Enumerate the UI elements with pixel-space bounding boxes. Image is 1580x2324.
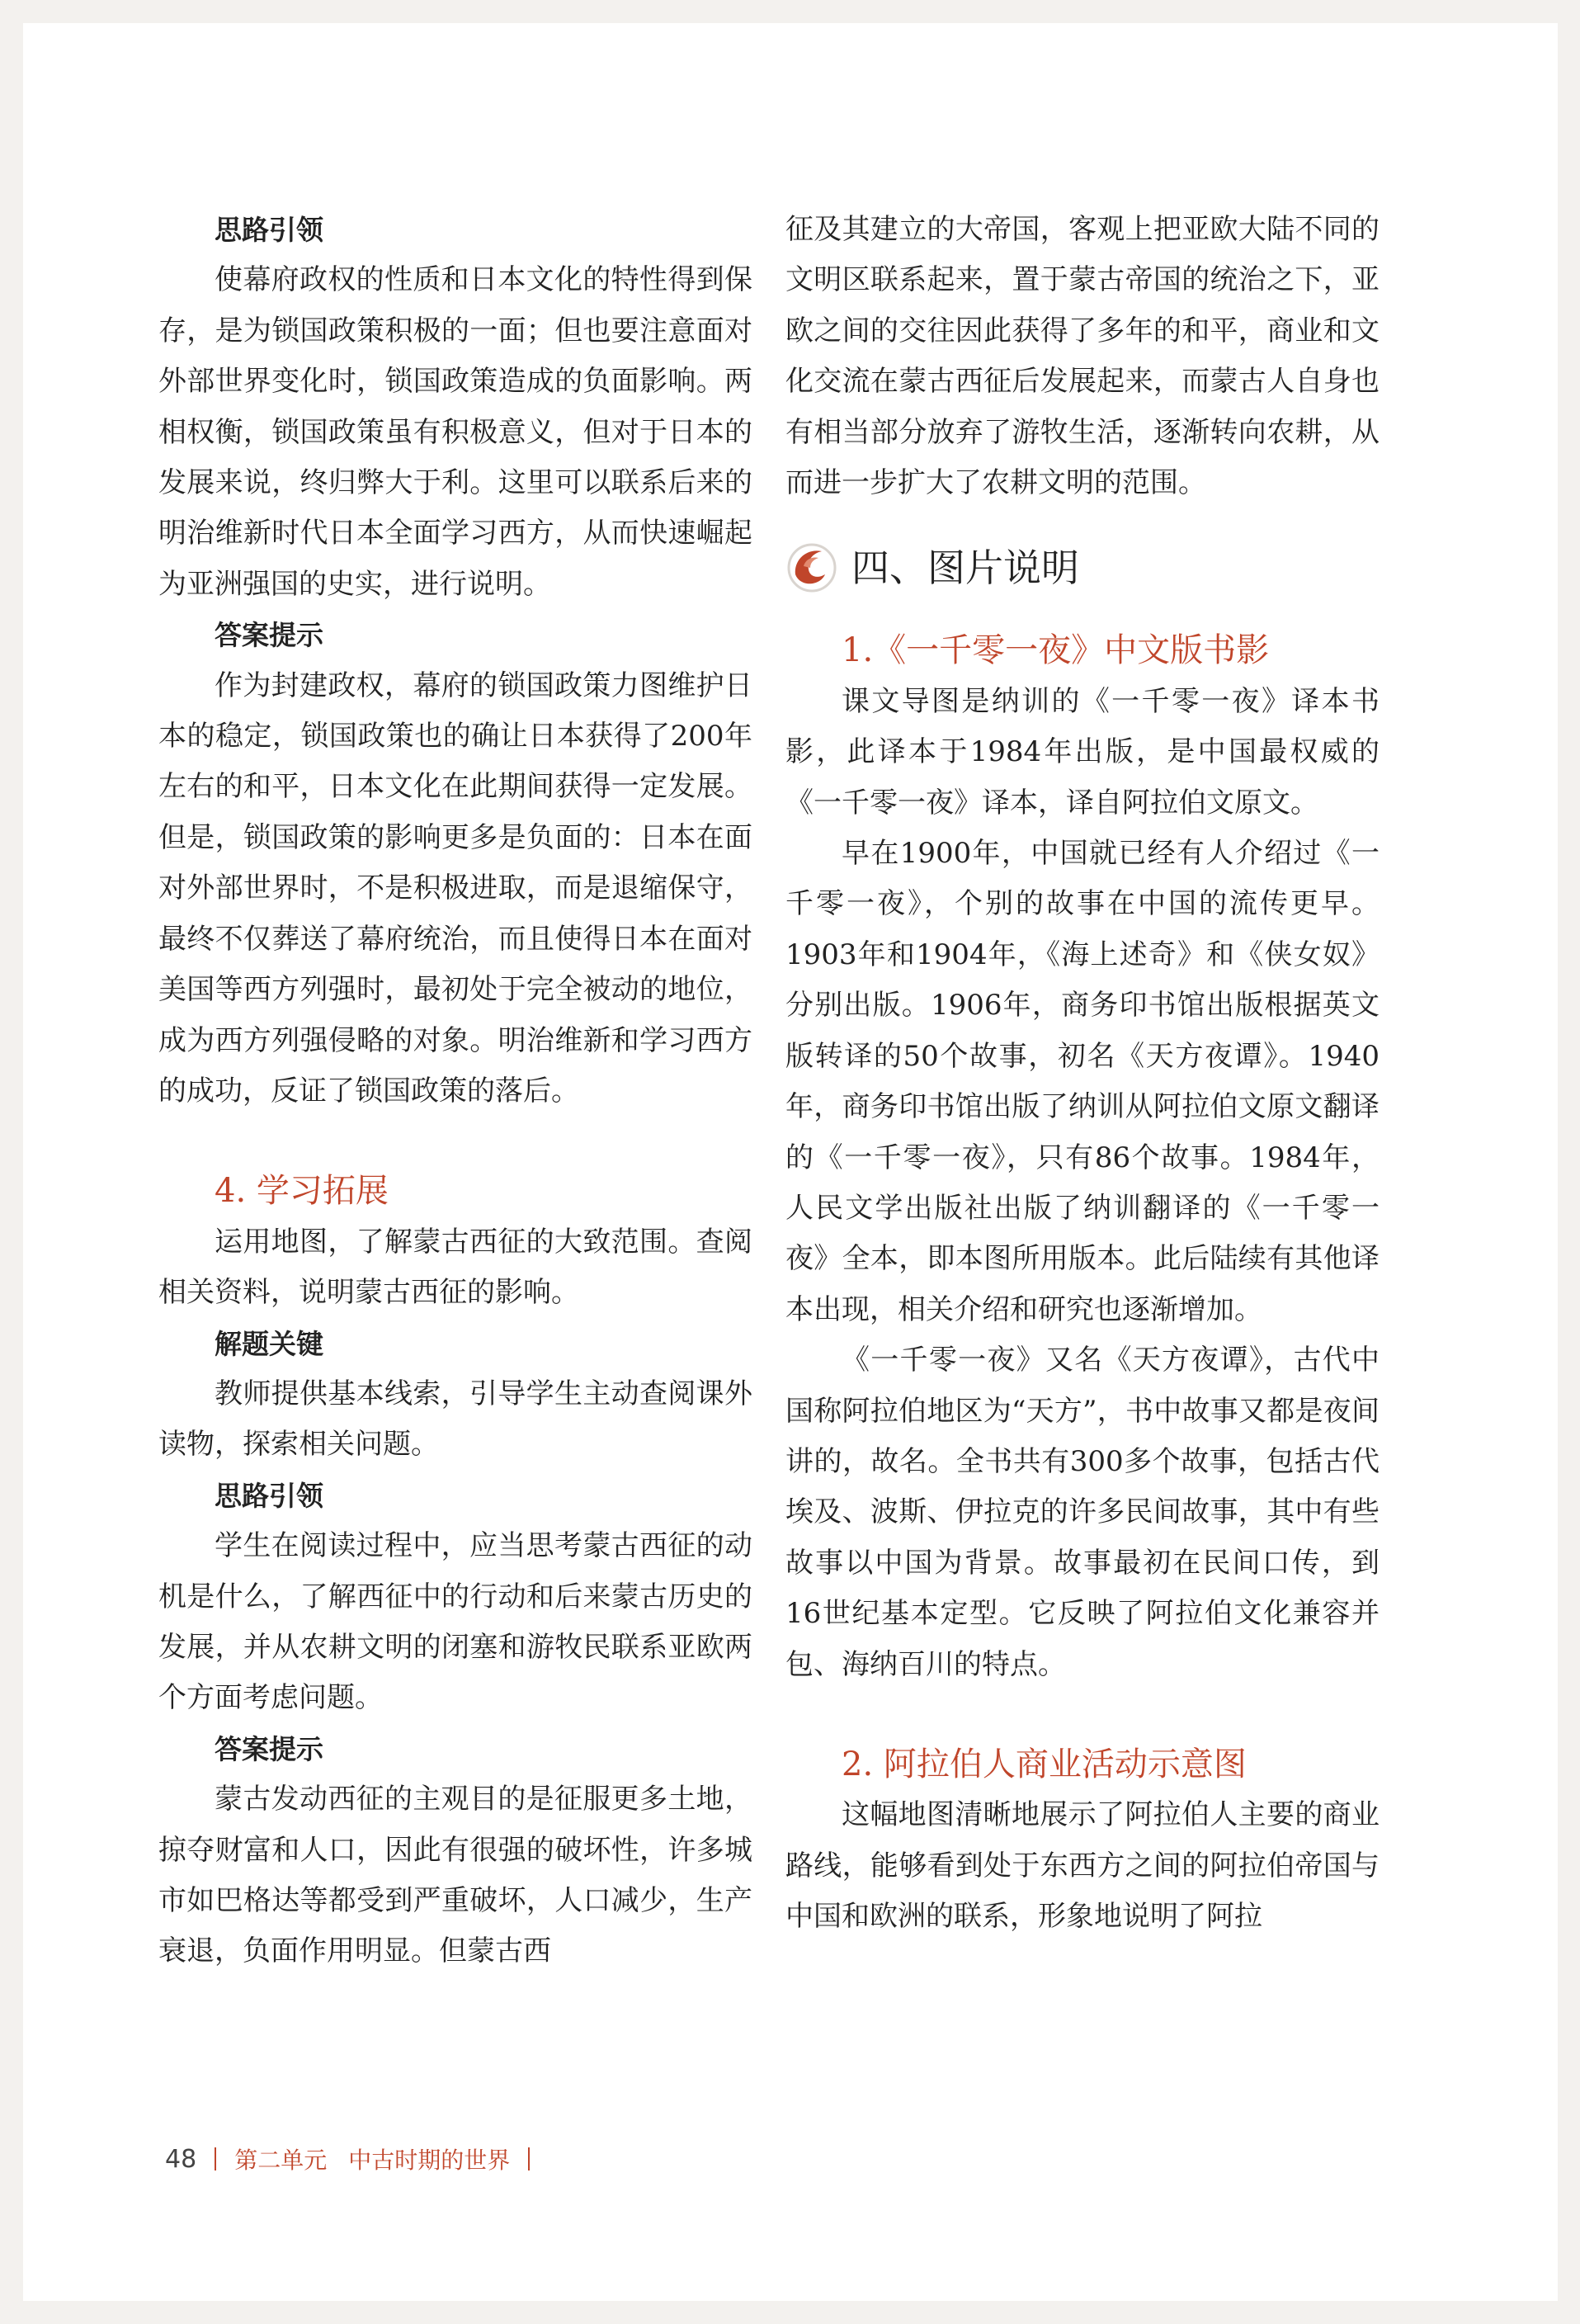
divider [528,2147,530,2170]
section-title-text: 四、图片说明 [851,545,1079,590]
paragraph: 蒙古发动西征的主观目的是征服更多土地，掠夺财富和人口，因此有很强的破坏性，许多城市如巴格达等都受到严重破坏，人口减少，生产衰退，负面作用明显。但蒙古西 [158,1783,752,1968]
paragraph: 早在1900年，中国就已经有人介绍过《一千零一夜》，个别的故事在中国的流传更早。1903年和1904年，《海上述奇》和《侠女奴》分别出版。1906年，商务印书馆出版根据英文版转译的50个故事，初名《天方夜谭》。1940年，商务印书馆出版了纳训从阿拉伯文原文翻译的《一千零一夜》，只有86个故事。1984年，人民文学出版社出版了纳训翻译的《一千零一夜》全本，即本图所用版本。此后陆续有其他译本出现，相关介绍和研究也逐渐增加。 [785,837,1380,1326]
swirl-emblem-icon [785,541,838,594]
label-jieti-guanjian: 解题关键 [215,1327,323,1360]
divider [215,2147,216,2170]
unit-topic: 中古时期的世界 [348,2147,511,2174]
label-daan-tishi: 答案提示 [215,619,323,652]
paragraph: 作为封建政权，幕府的锁国政策力图维护日本的稳定，锁国政策也的确让日本获得了200年左右的和平，日本文化在此期间获得一定发展。但是，锁国政策的影响更多是负面的：日本在面对外部世界时，不是积极进取，而是退缩保守，最终不仅葬送了幕府统治，而且使得日本在面对美国等西方列强时，最初处于完全被动的地位，成为西方列强侵略的对象。明治维新和学习西方的成功，反证了锁国政策的落后。 [158,668,752,1108]
paragraph: 征及其建立的大帝国，客观上把亚欧大陆不同的文明区联系起来，置于蒙古帝国的统治之下，亚欧之间的交往因此获得了多年的和平，商业和文化交流在蒙古西征后发展起来，而蒙古人自身也有相当部分放弃了游牧生活，逐渐转向农耕，从而进一步扩大了农耕文明的范围。 [785,213,1380,500]
label-silu-yinling: 思路引领 [215,214,323,246]
paragraph: 使幕府政权的性质和日本文化的特性得到保存，是为锁国政策积极的一面；但也要注意面对外部世界变化时，锁国政策造成的负面影响。两相权衡，锁国政策虽有积极意义，但对于日本的发展来说，终归弊大于利。这里可以联系后来的明治维新时代日本全面学习西方，从而快速崛起为亚洲强国的史实，进行说明。 [158,263,752,601]
spacer [158,1117,752,1166]
heading-yiqian-lingyi-ye: 1.《一千零一夜》中文版书影 [842,631,1270,670]
unit-label: 第二单元 [234,2147,328,2174]
label-silu-yinling: 思路引领 [215,1479,323,1512]
paragraph: 教师提供基本线索，引导学生主动查阅课外读物，探索相关问题。 [158,1377,752,1462]
page-footer [165,2142,548,2175]
spacer [785,1690,1380,1740]
heading-xuexi-tuozhan: 4. 学习拓展 [215,1172,389,1211]
paragraph: 课文导图是纳训的《一千零一夜》译本书影，此译本于1984年出版，是中国最权威的《一千零一夜》译本，译自阿拉伯文原文。 [785,684,1380,820]
textbook-page [23,23,1558,2301]
heading-alabo-shangye: 2. 阿拉伯人商业活动示意图 [842,1745,1247,1783]
paragraph: 这幅地图清晰地展示了阿拉伯人主要的商业路线，能够看到处于东西方之间的阿拉伯帝国与中国和欧洲的联系，形象地说明了阿拉 [785,1798,1380,1934]
label-daan-tishi: 答案提示 [215,1732,323,1765]
page-number: 48 [165,2144,197,2174]
left-column [158,205,752,1977]
paragraph: 运用地图，了解蒙古西征的大致范围。查阅相关资料，说明蒙古西征的影响。 [158,1225,752,1310]
paragraph: 《一千零一夜》又名《天方夜谭》，古代中国称阿拉伯地区为“天方”，书中故事又都是夜间讲的，故名。全书共有300多个故事，包括古代埃及、波斯、伊拉克的许多民间故事，其中有些故事以中国为背景。故事最初在民间口传，到16世纪基本定型。它反映了阿拉伯文化兼容并包、海纳百川的特点。 [785,1344,1380,1681]
right-column [785,205,1380,1943]
section-title [785,528,1380,607]
paragraph: 学生在阅读过程中，应当思考蒙古西征的动机是什么，了解西征中的行动和后来蒙古历史的发展，并从农耕文明的闭塞和游牧民联系亚欧两个方面考虑问题。 [158,1529,752,1715]
